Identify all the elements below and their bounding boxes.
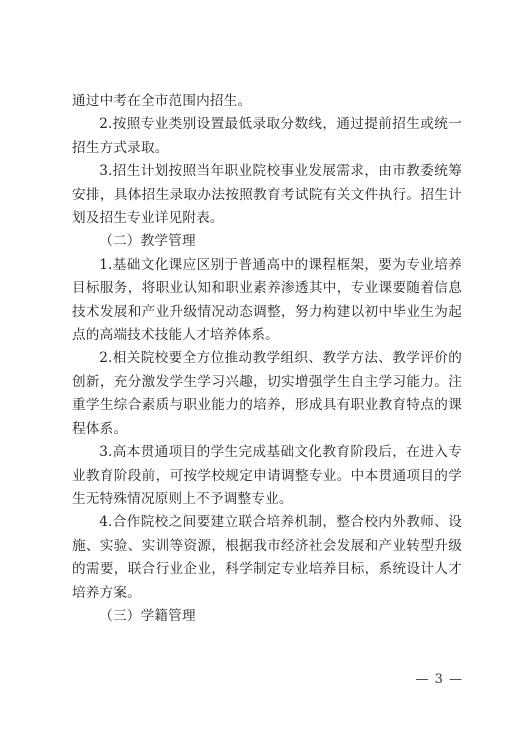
- page-number: — 3 —: [415, 672, 463, 687]
- section-heading-enrollment: （三）学籍管理: [99, 607, 196, 624]
- document-body: [72, 90, 462, 628]
- paragraph-item-2: 2.按照专业类别设置最低录取分数线，通过提前招生或统一招生方式录取。: [72, 116, 462, 156]
- paragraph-item-3: 3.招生计划按照当年职业院校事业发展需求，由市教委统筹安排，具体招生录取办法按照教育考试院有关文件执行。招生计划及招生专业详见附表。: [72, 163, 462, 227]
- paragraph-continuation: 通过中考在全市范围内招生。: [72, 93, 252, 109]
- paragraph-teaching-3: 3.高本贯通项目的学生完成基础文化教育阶段后，在进入专业教育阶段前，可按学校规定申请调整专业。中本贯通项目的学生无特殊情况原则上不予调整专业。: [72, 444, 462, 507]
- paragraph-teaching-4: 4.合作院校之间要建立联合培养机制，整合校内外教师、设施、实验、实训等资源，根据我市经济社会发展和产业转型升级的需要，联合行业企业，科学制定专业培养目标，系统设计人才培养方案。: [72, 514, 462, 601]
- section-heading-teaching: （二）教学管理: [99, 233, 196, 250]
- paragraph-teaching-1: 1.基础文化课应区别于普通高中的课程框架，要为专业培养目标服务，将职业认知和职业素养渗透其中，专业课要随着信息技术发展和产业升级情况动态调整，努力构建以初中毕业生为起点的高端技术技能人才培养体系。: [72, 256, 462, 344]
- paragraph-teaching-2: 2.相关院校要全方位推动教学组织、教学方法、教学评价的创新，充分激发学生学习兴趣，切实增强学生自主学习能力。注重学生综合素质与职业能力的培养，形成具有职业教育特点的课程体系。: [72, 350, 462, 437]
